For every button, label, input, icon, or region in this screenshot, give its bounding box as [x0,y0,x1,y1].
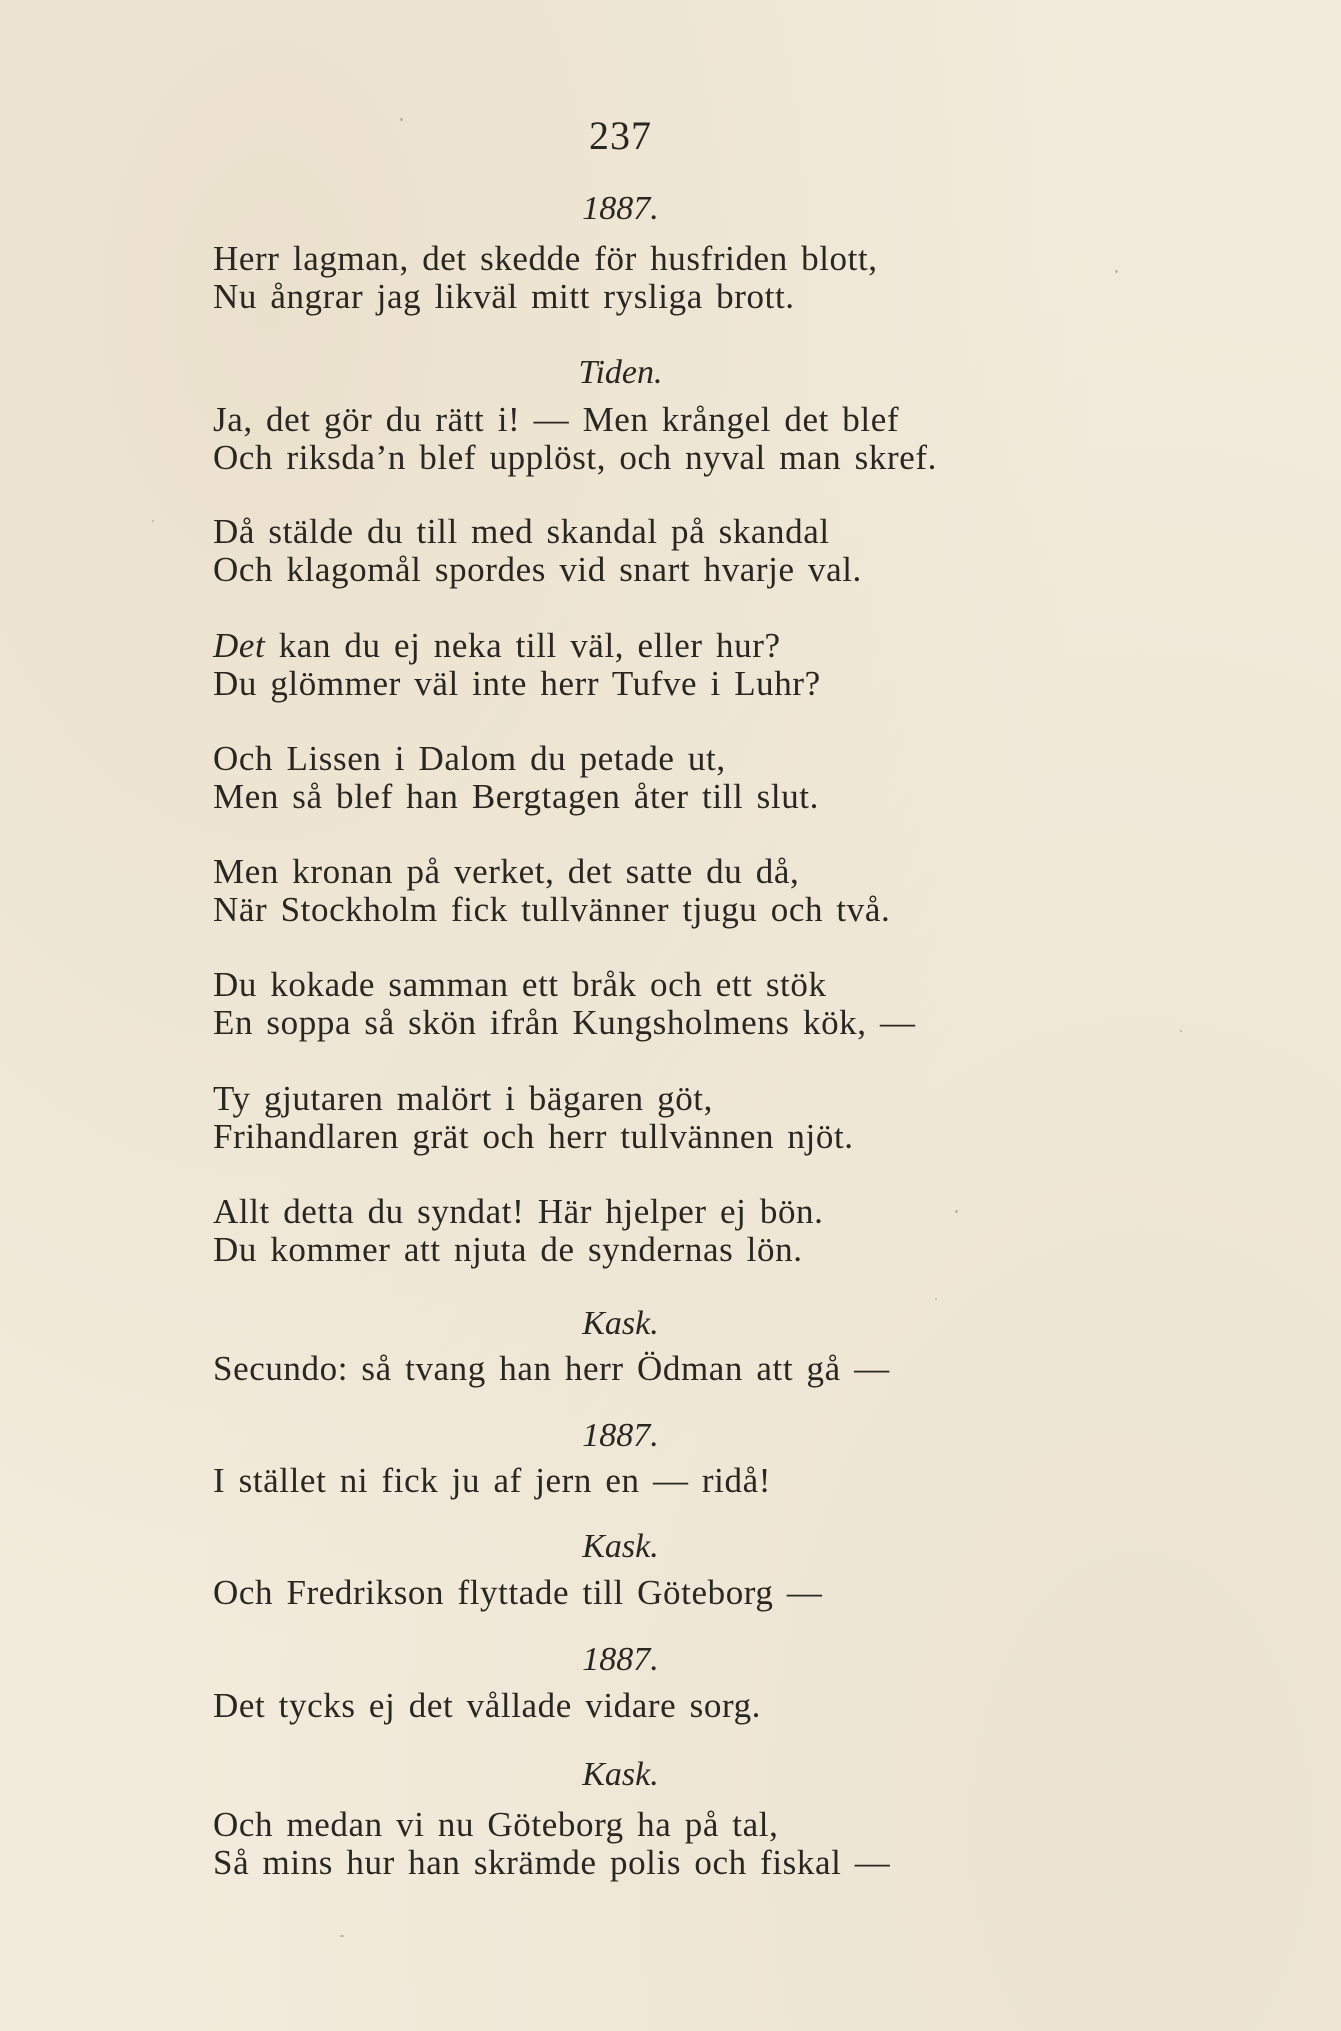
speaker-label: 1887. [582,1641,659,1678]
verse-line: Så mins hur han skrämde polis och fiskal — [213,1843,891,1882]
verse-line: Det tycks ej det vållade vidare sorg. [213,1686,762,1725]
paper-speck [935,1298,937,1300]
verse-line: Herr lagman, det skedde för husfriden blott, [213,239,878,278]
verse-line: Och medan vi nu Göteborg ha på tal, [213,1805,779,1844]
paper-speck [340,1935,344,1937]
verse-line: I stället ni fick ju af jern en — ridå! [213,1461,771,1500]
verse-line: Och klagomål spordes vid snart hvarje val. [213,550,862,589]
verse-line: Du kokade samman ett bråk och ett stök [213,965,827,1004]
verse-line-with-emphasis [213,627,781,665]
paper-speck [955,1210,958,1213]
verse-line: Och Lissen i Dalom du petade ut, [213,739,726,778]
paper-speck [1180,1030,1182,1032]
verse-line: Men kronan på verket, det satte du då, [213,852,800,891]
verse-line: Och Fredrikson flyttade till Göteborg — [213,1573,823,1612]
verse-line: Du glömmer väl inte herr Tufve i Luhr? [213,664,821,703]
verse-line: När Stockholm fick tullvänner tjugu och två. [213,890,891,929]
verse-line: Ty gjutaren malört i bägaren göt, [213,1079,713,1118]
verse-line: Frihandlaren grät och herr tullvännen njöt. [213,1117,854,1156]
verse-line: Då stälde du till med skandal på skandal [213,512,830,551]
verse-line: Ja, det gör du rätt i! — Men krångel det blef [213,400,900,439]
page-number: 237 [589,113,652,158]
paper-speck [1115,270,1118,273]
speaker-label: Kask. [582,1756,659,1793]
verse-line: Och riksda’n blef upplöst, och nyval man skref. [213,438,937,477]
verse-line: Secundo: så tvang han herr Ödman att gå — [213,1349,890,1388]
verse-line: Men så blef han Bergtagen åter till slut. [213,777,819,816]
speaker-label: 1887. [582,1417,659,1454]
speaker-label: Kask. [582,1305,659,1342]
emphasized-word: Det [213,626,266,665]
speaker-label: Tiden. [578,354,663,391]
speaker-label: Kask. [582,1528,659,1565]
verse-line-rest: kan du ej neka till väl, eller hur? [278,626,781,665]
verse-line: En soppa så skön ifrån Kungsholmens kök, — [213,1003,916,1042]
verse-line: Nu ångrar jag likväl mitt rysliga brott. [213,277,795,316]
verse-line: Du kommer att njuta de syndernas lön. [213,1230,803,1269]
verse-line: Allt detta du syndat! Här hjelper ej bön. [213,1192,824,1231]
paper-speck [152,520,154,522]
paper-speck [400,118,403,121]
speaker-label: 1887. [582,190,659,227]
